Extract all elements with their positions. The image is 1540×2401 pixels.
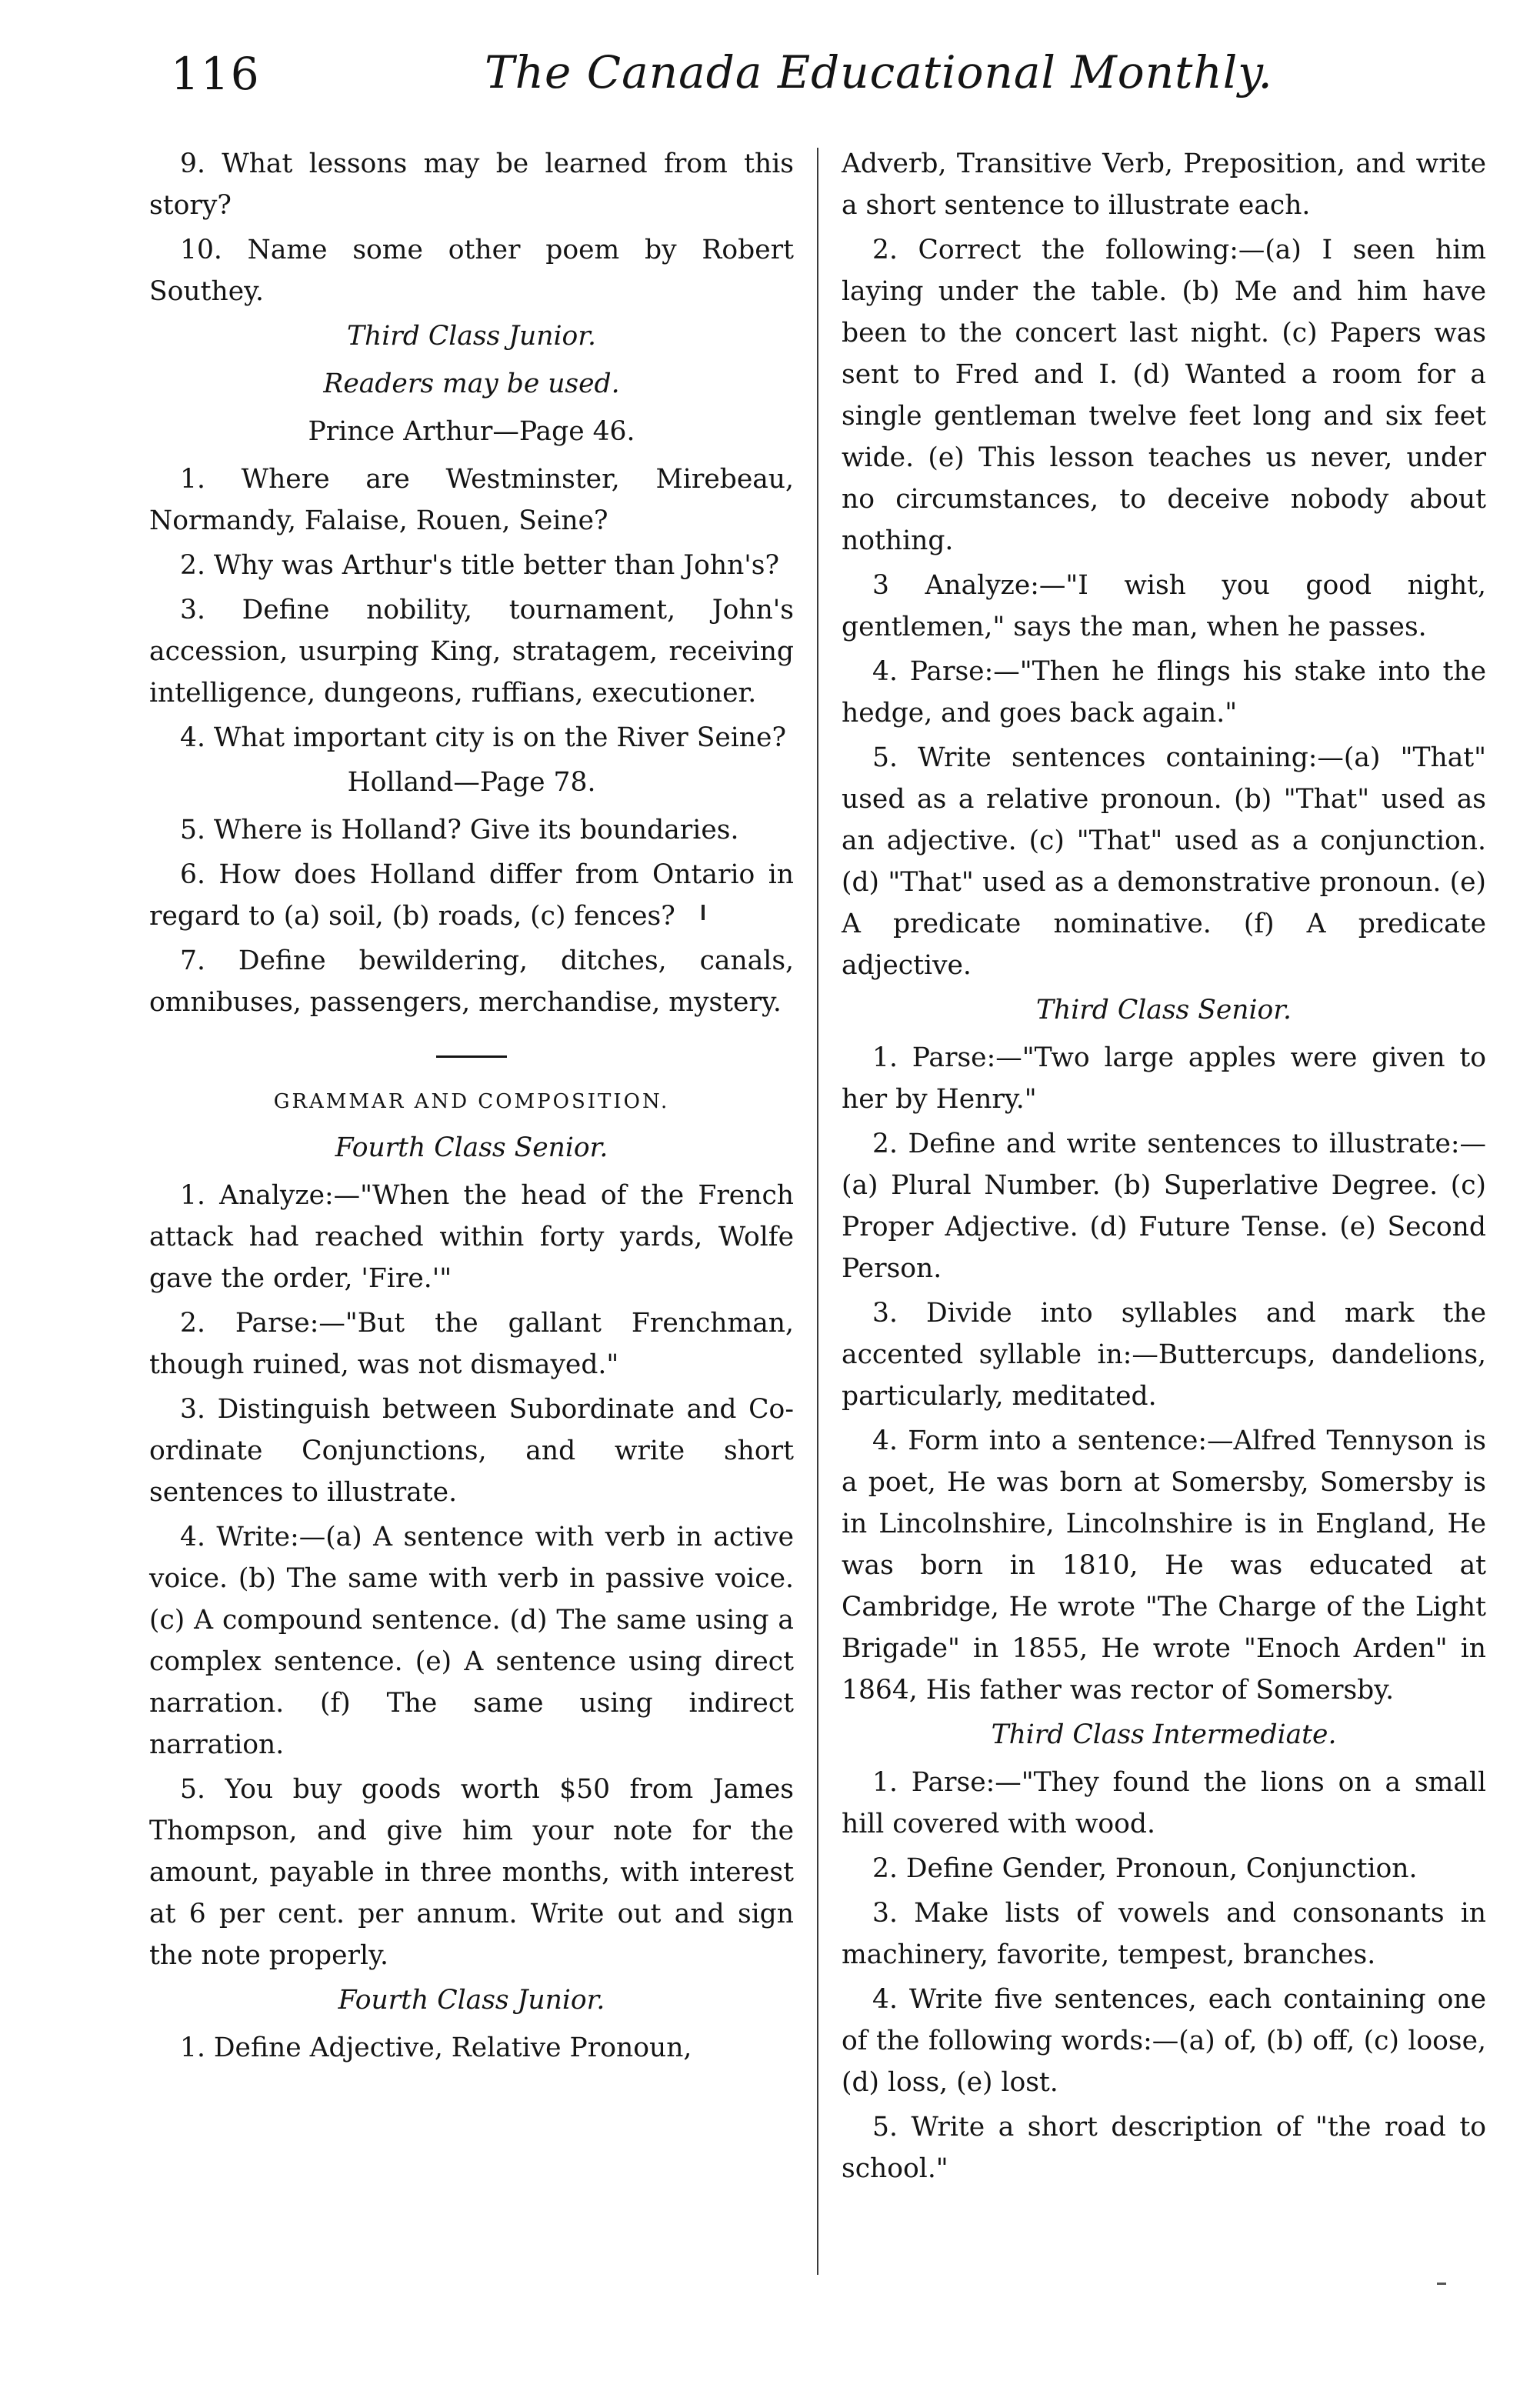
section-divider (436, 1055, 507, 1058)
question-4: 4. Parse:—"Then he flings his stake into the hedge, and goes back again." (842, 656, 1486, 729)
question-4: 4. What important city is on the River Seine? (180, 722, 786, 753)
question-1-continued: Adverb, Transitive Verb, Preposition, and write a short sentence to illustrate each. (842, 148, 1486, 221)
question-1: 1. Parse:—"They found the lions on a small hill covered with wood. (842, 1767, 1486, 1839)
question-9: 9. What lessons may be learned from this story? (149, 148, 794, 221)
question-1: 1. Define Adjective, Relative Pronoun, (180, 2033, 692, 2063)
section-heading-fourth-class-senior: Fourth Class Senior. (335, 1132, 608, 1163)
question-3: 3. Divide into syllables and mark the accented syllable in:—Buttercups, dandelions, particularly, meditated. (842, 1298, 1486, 1412)
column-divider (817, 148, 818, 2275)
question-3: 3. Distinguish between Subordinate and Co-ordinate Conjunctions, and write short sentences to illustrate. (149, 1394, 794, 1508)
question-3: 3. Make lists of vowels and consonants in machinery, favorite, tempest, branches. (842, 1898, 1486, 1970)
section-heading-grammar: GRAMMAR AND COMPOSITION. (273, 1090, 670, 1113)
question-4: 4. Form into a sentence:—Alfred Tennyson is a poet, He was born at Somersby, Somersby is in Lincolnshire, Lincolnshire is in England, He was born in 1810, He was educated at Cambridge, He wrote "The Charge of the Light Brigade" in 1855, He wrote "Enoch Arden" in 1864, His father was rector of Somersby. (842, 1426, 1486, 1706)
question-7: 7. Define bewildering, ditches, canals, omnibuses, passengers, merchandise, mystery. (149, 945, 794, 1018)
page-number: 116 (171, 48, 261, 100)
section-heading-third-class-senior: Third Class Senior. (1036, 995, 1292, 1025)
question-2: 2. Define Gender, Pronoun, Conjunction. (872, 1853, 1418, 1884)
question-3: 3. Define nobility, tournament, John's accession, usurping King, stratagem, receiving intelligence, dungeons, ruffians, executioner. (149, 595, 794, 709)
question-3: 3 Analyze:—"I wish you good night, gentlemen," says the man, when he passes. (842, 570, 1486, 642)
question-5: 5. Write sentences containing:—(a) "That" used as a relative pronoun. (b) "That" used as an adjective. (c) "That" used as a conjunction. (d) "That" used as a demonstrative pronoun. (e) A predicate nominative. (f) A predicate adjective. (842, 742, 1486, 981)
right-column (842, 143, 1486, 2193)
section-heading-third-class-intermediate: Third Class Intermediate. (991, 1719, 1337, 1750)
question-1: 1. Analyze:—"When the head of the French attack had reached within forty yards, Wolfe gave the order, 'Fire.'" (149, 1180, 794, 1294)
question-2: 2. Parse:—"But the gallant Frenchman, though ruined, was not dismayed." (149, 1308, 794, 1380)
section-heading-third-class-junior: Third Class Junior. (347, 321, 596, 352)
section-note: Readers may be used. (323, 368, 620, 399)
question-1: 1. Where are Westminster, Mirebeau, Normandy, Falaise, Rouen, Seine? (149, 464, 794, 536)
lesson-heading-prince-arthur: Prince Arthur—Page 46. (308, 416, 635, 447)
question-1: 1. Parse:—"Two large apples were given to her by Henry." (842, 1042, 1486, 1115)
lesson-heading-holland: Holland—Page 78. (347, 767, 596, 798)
question-5: 5. Write a short description of "the road to school." (842, 2112, 1486, 2184)
question-4: 4. Write five sentences, each containing one of the following words:—(a) of, (b) off, (c) loose, (d) loss, (e) lost. (842, 1984, 1486, 2098)
question-2: 2. Correct the following:—(a) I seen him laying under the table. (b) Me and him have been to the concert last night. (c) Papers was sent to Fred and I. (d) Wanted a room for a single gentleman twelve feet long and six feet wide. (e) This lesson teaches us never, under no circumstances, to deceive nobody about nothing. (842, 235, 1486, 556)
section-heading-fourth-class-junior: Fourth Class Junior. (338, 1985, 605, 2016)
question-6: 6. How does Holland differ from Ontario in regard to (a) soil, (b) roads, (c) fences? (149, 859, 794, 932)
question-5: 5. You buy goods worth $50 from James Thompson, and give him your note for the amount, payable in three months, with interest at 6 per cent. per annum. Write out and sign the note properly. (149, 1774, 794, 1971)
question-5: 5. Where is Holland? Give its boundaries. (180, 815, 739, 845)
question-10: 10. Name some other poem by Robert Southey. (149, 235, 794, 307)
running-title: The Canada Educational Monthly. (485, 46, 1273, 98)
question-4: 4. Write:—(a) A sentence with verb in active voice. (b) The same with verb in passive voice. (c) A compound sentence. (d) The same using a complex sentence. (e) A sentence using direct narration. (f) The same using indirect narration. (149, 1522, 794, 1760)
left-column (149, 143, 794, 2072)
page-header (0, 0, 1540, 115)
question-2: 2. Define and write sentences to illustrate:—(a) Plural Number. (b) Superlative Degree. (c) Proper Adjective. (d) Future Tense. (e) Second Person. (842, 1129, 1486, 1284)
print-mark (1437, 2283, 1446, 2285)
question-2: 2. Why was Arthur's title better than John's? (180, 550, 779, 581)
